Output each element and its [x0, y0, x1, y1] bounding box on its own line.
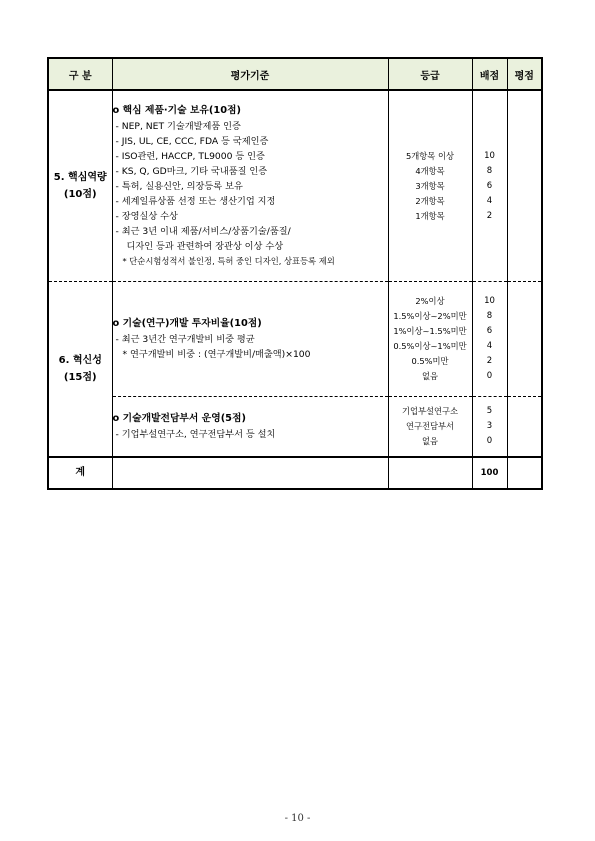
- criteria-item: - 장영실상 수상: [115, 211, 178, 222]
- score-core-competency: [472, 90, 507, 282]
- category-points: (15점): [63, 372, 97, 383]
- grade-level: 1.5%이상~2%미만: [393, 311, 467, 321]
- table-row-innovation-rd: [48, 282, 542, 397]
- criteria-item: - 특허, 실용신안, 의장등록 보유: [115, 181, 243, 192]
- score-value: 10: [484, 150, 495, 161]
- score-value: 2: [486, 210, 493, 221]
- score-innovation-rd: [472, 282, 507, 397]
- criteria-note: * 연구개발비 비중 : (연구개발비/매출액)×100: [122, 349, 311, 360]
- header-criteria: 평가기준: [112, 58, 388, 90]
- criteria-item: - 최근 3년 이내 제품/서비스/상품기술/품질/: [115, 226, 291, 237]
- criteria-item: - KS, Q, GD마크, 기타 국내품질 인증: [115, 166, 268, 177]
- header-rating: 평점: [507, 58, 542, 90]
- category-innovation: [48, 282, 112, 458]
- header-category: 구 분: [48, 58, 112, 90]
- grade-level: 기업부설연구소: [401, 406, 459, 416]
- score-value: 8: [486, 165, 493, 176]
- grade-level: 0.5%미만: [411, 356, 449, 366]
- grade-level: 연구전담부서: [405, 421, 455, 431]
- category-title: 5. 핵심역량: [53, 172, 107, 183]
- total-score: 100: [472, 457, 507, 489]
- grade-level: 없음: [421, 436, 439, 446]
- grade-level: 1%이상~1.5%미만: [393, 326, 467, 336]
- criteria-item: - 기업부설연구소, 연구전담부서 등 설치: [115, 429, 276, 440]
- score-value: 4: [486, 341, 493, 351]
- grade-level: 없음: [421, 371, 439, 381]
- grade-core-competency: [388, 90, 472, 282]
- grade-level: 3개항목: [415, 180, 445, 191]
- criteria-item: - 최근 3년간 연구개발비 비중 평균: [115, 334, 255, 345]
- criteria-item: - JIS, UL, CE, CCC, FDA 등 국제인증: [115, 136, 269, 147]
- score-value: 0: [486, 371, 493, 381]
- category-points: (10점): [63, 189, 97, 200]
- criteria-item-continuation: 디자인 등과 관련하여 장관상 이상 수상: [126, 241, 284, 252]
- header-grade: 등급: [388, 58, 472, 90]
- grade-level: 1개항목: [415, 210, 445, 221]
- table-header-row: [48, 58, 542, 90]
- criteria-heading: o 핵심 제품·기술 보유(10점): [112, 105, 241, 116]
- grade-level: 2%이상: [415, 296, 445, 306]
- score-value: 6: [486, 326, 493, 336]
- criteria-core-competency: [112, 90, 388, 282]
- grade-level: 4개항목: [415, 165, 445, 176]
- rating-cell-innovation-dept: [507, 397, 542, 458]
- criteria-heading: o 기술개발전담부서 운영(5점): [112, 413, 246, 424]
- header-score: 배점: [472, 58, 507, 90]
- criteria-innovation-rd: [112, 282, 388, 397]
- grade-level: 5개항목 이상: [406, 150, 454, 161]
- total-criteria-empty: [112, 457, 388, 489]
- evaluation-table: [47, 57, 543, 490]
- score-value: 8: [486, 311, 493, 321]
- total-grade-empty: [388, 457, 472, 489]
- score-value: 6: [486, 180, 493, 191]
- score-value: 3: [486, 421, 493, 431]
- table-row-total: [48, 457, 542, 489]
- criteria-note: * 단순시험성적서 불인정, 특허 중인 디자인, 상표등록 제외: [122, 256, 335, 266]
- table-row-innovation-dept: [48, 397, 542, 458]
- page-number: - 10 -: [284, 813, 311, 824]
- total-label: 계: [48, 457, 112, 489]
- score-value: 5: [486, 406, 493, 416]
- criteria-innovation-dept: [112, 397, 388, 458]
- score-value: 0: [486, 436, 493, 446]
- rating-cell-core-competency: [507, 90, 542, 282]
- score-value: 10: [484, 296, 495, 306]
- criteria-heading: o 기술(연구)개발 투자비율(10점): [112, 318, 262, 329]
- category-core-competency: [48, 90, 112, 282]
- score-value: 2: [486, 356, 493, 366]
- criteria-item: - 세계일류상품 선정 또는 생산기업 지정: [115, 196, 276, 207]
- grade-level: 2개항목: [415, 195, 445, 206]
- criteria-item: - ISO관련, HACCP, TL9000 등 인증: [115, 151, 265, 162]
- table-row-core-competency: [48, 90, 542, 282]
- grade-innovation-dept: [388, 397, 472, 458]
- total-rating-empty: [507, 457, 542, 489]
- category-title: 6. 혁신성: [58, 355, 102, 366]
- grade-level: 0.5%이상~1%미만: [393, 341, 467, 351]
- score-innovation-dept: [472, 397, 507, 458]
- grade-innovation-rd: [388, 282, 472, 397]
- score-value: 4: [486, 195, 493, 206]
- rating-cell-innovation-rd: [507, 282, 542, 397]
- criteria-item: - NEP, NET 기술개발제품 인증: [115, 121, 241, 132]
